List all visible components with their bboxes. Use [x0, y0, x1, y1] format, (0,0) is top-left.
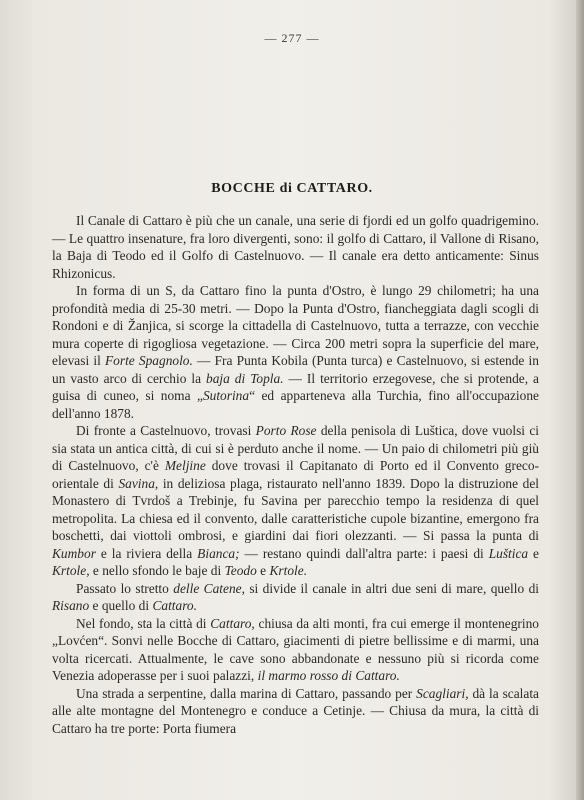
italic-text: Teodo [224, 563, 257, 578]
italic-text: Sutorina [202, 388, 250, 403]
text-run: si divide il canale in altri due seni di mare, quello di [244, 580, 540, 596]
paragraph [52, 282, 539, 422]
text-run: Passato lo stretto [76, 580, 174, 596]
italic-text: Krtole, [52, 563, 90, 578]
italic-text: baja di Topla. [206, 370, 284, 386]
italic-text: Bianca; [197, 545, 240, 561]
italic-text: Meljine [164, 458, 206, 473]
text-run: — Fra Punta Kobila (Punta turca) e Castelnuovo, si estende in un vasto arco di cerchio la [52, 353, 539, 386]
italic-text: Cattaro. [152, 598, 197, 613]
italic-text: delle Catene, [173, 580, 245, 596]
italic-text: Risano [52, 598, 90, 613]
paragraph [52, 212, 539, 282]
text-run: Nel fondo, sta la città di [76, 615, 211, 631]
text-run: — Il territorio erzegovese, che si protende, a guisa di cuneo, si noma „ [52, 370, 540, 403]
text-run: e la riviera della [95, 545, 198, 561]
paragraph [52, 422, 539, 580]
text-run: dà la scalata alle alte montagne del Montenegro e conduce a Cetinje. — Chiusa da mura, la città di Cattaro ha tre porte: Porta fiumera [52, 685, 539, 736]
italic-text: Savina, [118, 475, 159, 491]
paragraph [52, 685, 539, 738]
text-run: chiusa da alti monti, fra cui emerge il montenegrino „Lovćen“. Sonvi nelle Bocche di Cattaro, giacimenti di pietre bellissime e di marmi, una volta ricercati. Attualmente, le cave sono abbandonate e nessuno più si ricorda come Venezia adoperasse per i suoi palazzi, [52, 615, 539, 683]
italic-text: Scagliari, [416, 685, 469, 701]
text-run: — restano quindi dall'altra parte: i paesi di [239, 545, 489, 561]
italic-text: Cattaro, [210, 615, 255, 631]
text-run: “ ed apparteneva alla Turchia, fino all'occupazione dell'anno 1878. [52, 388, 539, 421]
italic-text: Luštica [488, 545, 529, 561]
paragraph [52, 580, 539, 615]
italic-text: Kumbor [52, 545, 96, 561]
page-edge-shadow [576, 0, 584, 800]
italic-text: il marmo rosso di Cattaro. [257, 668, 400, 683]
text-run: In forma di un S, da Cattaro fino la punta d'Ostro, è lungo 29 chilometri; ha una profondità media di 25-30 metri. — Dopo la Punta d'Ostro, fiancheggiata dagli scogli di Rondoni e di Žanjica, si scorge la cittadella di Castelnuovo, tutta a terrazze, con vecchie mura coperte di rigogliosa vegetazione. — Circa 200 metri sopra la superficie del mare, elevasi il [52, 283, 539, 368]
page-number: — 277 — [264, 31, 320, 45]
text-run: in deliziosa plaga, ristaurato nell'anno 1839. Dopo la distruzione del Monastero di Tvrdoš a Trebinje, fu Savina per parecchio tempo la residenza di quel metropolita. La chiesa ed il convento, dalle caratteristiche cupole bizantine, emergono fra boschetti, dai viottoli ombrosi, e giardini dai fiori olezzanti. — Si passa la punta di [52, 475, 540, 543]
italic-text: Forte Spagnolo. [104, 353, 193, 368]
text-run: e [528, 545, 540, 561]
italic-text: Porto Rose [255, 423, 317, 438]
chapter-title: BOCCHE di CATTARO. [211, 181, 373, 196]
text-run: della penisola di Luštica, dove vuolsi ci sia stata un antica città, di cui si è perduto anche il nome. — Un paio di chilometri più giù di Castelnuovo, c'è [52, 423, 539, 473]
italic-text: Krtole. [269, 563, 308, 578]
text-run: Di fronte a Castelnuovo, trovasi [76, 423, 256, 438]
text-run: e quello di [89, 598, 153, 613]
text-run: dove trovasi il Capitanato di Porto ed il Convento greco-orientale di [52, 458, 539, 491]
text-run: e nello sfondo le baje di [89, 563, 225, 578]
text-run: e [256, 563, 270, 578]
text-run: Una strada a serpentine, dalla marina di Cattaro, passando per [76, 685, 417, 701]
body-text [52, 212, 539, 737]
paragraph [52, 615, 539, 685]
text-run: Il Canale di Cattaro è più che un canale, una serie di fjordi ed un golfo quadrigemino. — Le quattro insenature, fra loro divergenti, sono: il golfo di Cattaro, il Vallone di Risano, la Baja di Teodo ed il Golfo di Castelnuovo. — Il canale era detto anticamente: Sinus Rhizonicus. [52, 213, 539, 281]
